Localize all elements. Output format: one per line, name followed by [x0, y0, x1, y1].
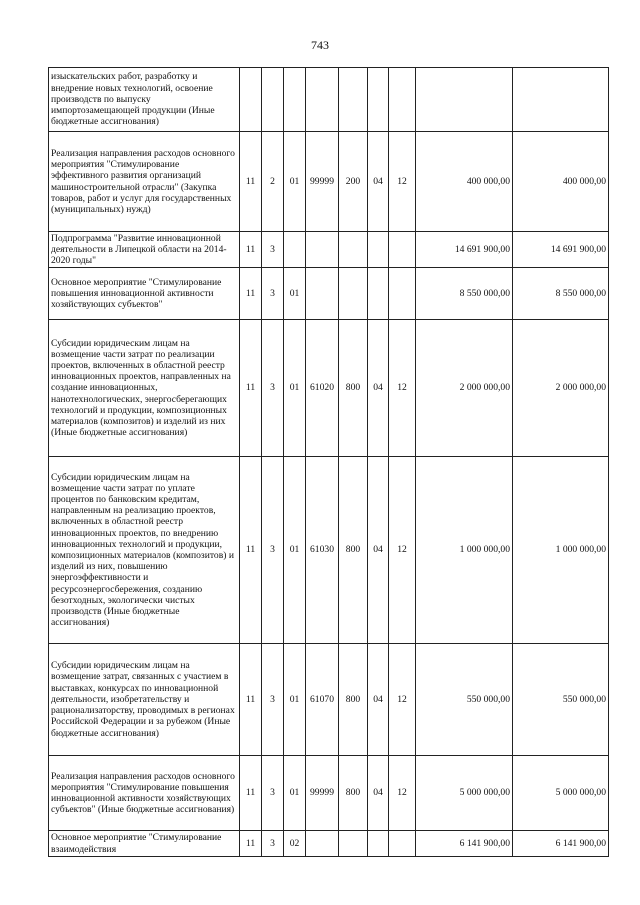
code-cell: 3 — [262, 457, 284, 644]
table-row — [49, 644, 609, 756]
table-body — [49, 68, 609, 857]
table-row — [49, 132, 609, 232]
code-cell: 11 — [240, 268, 262, 320]
code-cell: 12 — [389, 457, 416, 644]
code-cell: 800 — [339, 756, 368, 831]
code-cell: 61070 — [306, 644, 339, 756]
amount-cell: 400 000,00 — [513, 132, 609, 232]
row-name-cell: Субсидии юридическим лицам на возмещение затрат, связанных с участием в выставках, конкурсах по инновационной деятельности, изобретательству и рационализаторству, проводимых в регионах Российской Федерации и за рубежом (Иные бюджетные ассигнования) — [49, 644, 240, 756]
code-cell: 12 — [389, 132, 416, 232]
code-cell: 3 — [262, 831, 284, 857]
code-cell — [284, 68, 306, 132]
code-cell — [262, 68, 284, 132]
code-cell: 3 — [262, 232, 284, 268]
code-cell — [339, 232, 368, 268]
code-cell: 01 — [284, 644, 306, 756]
code-cell: 04 — [368, 644, 389, 756]
code-cell: 11 — [240, 756, 262, 831]
code-cell: 3 — [262, 320, 284, 457]
row-name-cell: Подпрограмма "Развитие инновационной деятельности в Липецкой области на 2014-2020 годы" — [49, 232, 240, 268]
amount-cell: 550 000,00 — [513, 644, 609, 756]
row-name-cell: Субсидии юридическим лицам на возмещение части затрат по реализации проектов, включенных в областной реестр инновационных проектов, направленных на создание инновационных, нанотехнологических, энергосберегающих технологий и продукции, композиционных материалов (композитов) и изделий из них (Иные бюджетные ассигнования) — [49, 320, 240, 457]
code-cell — [368, 268, 389, 320]
code-cell: 01 — [284, 268, 306, 320]
code-cell: 3 — [262, 756, 284, 831]
table-row — [49, 756, 609, 831]
code-cell — [306, 68, 339, 132]
code-cell — [306, 831, 339, 857]
row-name-cell: изыскательских работ, разработку и внедрение новых технологий, освоение производств по выпуску импортозамещающей продукции (Иные бюджетные ассигнования) — [49, 68, 240, 132]
amount-cell: 14 691 900,00 — [513, 232, 609, 268]
code-cell: 11 — [240, 457, 262, 644]
code-cell: 61020 — [306, 320, 339, 457]
table-row — [49, 68, 609, 132]
table-row — [49, 232, 609, 268]
amount-cell — [513, 68, 609, 132]
code-cell: 800 — [339, 644, 368, 756]
amount-cell: 550 000,00 — [416, 644, 513, 756]
amount-cell: 8 550 000,00 — [416, 268, 513, 320]
code-cell — [368, 232, 389, 268]
code-cell: 04 — [368, 320, 389, 457]
code-cell: 11 — [240, 320, 262, 457]
code-cell: 800 — [339, 457, 368, 644]
code-cell — [339, 831, 368, 857]
code-cell — [368, 68, 389, 132]
code-cell: 12 — [389, 644, 416, 756]
amount-cell: 5 000 000,00 — [513, 756, 609, 831]
amount-cell: 6 141 900,00 — [513, 831, 609, 857]
code-cell: 01 — [284, 320, 306, 457]
amount-cell: 6 141 900,00 — [416, 831, 513, 857]
table-row — [49, 268, 609, 320]
amount-cell: 5 000 000,00 — [416, 756, 513, 831]
code-cell: 02 — [284, 831, 306, 857]
code-cell — [389, 232, 416, 268]
code-cell — [368, 831, 389, 857]
code-cell: 12 — [389, 756, 416, 831]
code-cell: 01 — [284, 756, 306, 831]
code-cell: 04 — [368, 457, 389, 644]
code-cell — [240, 68, 262, 132]
amount-cell: 400 000,00 — [416, 132, 513, 232]
table-row — [49, 320, 609, 457]
row-name-cell: Реализация направления расходов основного мероприятия "Стимулирование повышения инновационной активности хозяйствующих субъектов" (Иные бюджетные ассигнования) — [49, 756, 240, 831]
budget-table — [48, 67, 609, 857]
code-cell — [389, 831, 416, 857]
amount-cell: 8 550 000,00 — [513, 268, 609, 320]
code-cell: 12 — [389, 320, 416, 457]
table-row — [49, 831, 609, 857]
code-cell — [306, 232, 339, 268]
code-cell — [339, 268, 368, 320]
code-cell: 01 — [284, 457, 306, 644]
amount-cell: 2 000 000,00 — [513, 320, 609, 457]
code-cell: 99999 — [306, 132, 339, 232]
amount-cell: 1 000 000,00 — [416, 457, 513, 644]
code-cell: 04 — [368, 756, 389, 831]
row-name-cell: Реализация направления расходов основного мероприятия "Стимулирование эффективного развития организаций машиностроительной отрасли" (Закупка товаров, работ и услуг для государственных (муниципальных) нужд) — [49, 132, 240, 232]
code-cell: 11 — [240, 644, 262, 756]
row-name-cell: Субсидии юридическим лицам на возмещение части затрат по уплате процентов по банковским кредитам, направленным на реализацию проектов, включенных в областной реестр инновационных проектов, по внедрению инновационных технологий и продукции, композиционных материалов (композитов) и изделий из них, повышению энергоэффективности и ресурсоэнергосбережения, созданию безотходных, экологически чистых производств (Иные бюджетные ассигнования) — [49, 457, 240, 644]
code-cell: 99999 — [306, 756, 339, 831]
page-number: 743 — [311, 38, 329, 52]
code-cell: 800 — [339, 320, 368, 457]
code-cell — [389, 268, 416, 320]
code-cell: 200 — [339, 132, 368, 232]
code-cell — [339, 68, 368, 132]
table-row — [49, 457, 609, 644]
amount-cell: 2 000 000,00 — [416, 320, 513, 457]
amount-cell: 1 000 000,00 — [513, 457, 609, 644]
code-cell — [306, 268, 339, 320]
code-cell — [389, 68, 416, 132]
row-name-cell: Основное мероприятие "Стимулирование повышения инновационной активности хозяйствующих субъектов" — [49, 268, 240, 320]
code-cell: 01 — [284, 132, 306, 232]
code-cell: 2 — [262, 132, 284, 232]
code-cell: 11 — [240, 831, 262, 857]
code-cell: 11 — [240, 232, 262, 268]
code-cell: 11 — [240, 132, 262, 232]
row-name-cell: Основное мероприятие "Стимулирование взаимодействия — [49, 831, 240, 857]
code-cell: 61030 — [306, 457, 339, 644]
code-cell: 3 — [262, 268, 284, 320]
amount-cell: 14 691 900,00 — [416, 232, 513, 268]
code-cell: 04 — [368, 132, 389, 232]
code-cell: 3 — [262, 644, 284, 756]
code-cell — [284, 232, 306, 268]
amount-cell — [416, 68, 513, 132]
